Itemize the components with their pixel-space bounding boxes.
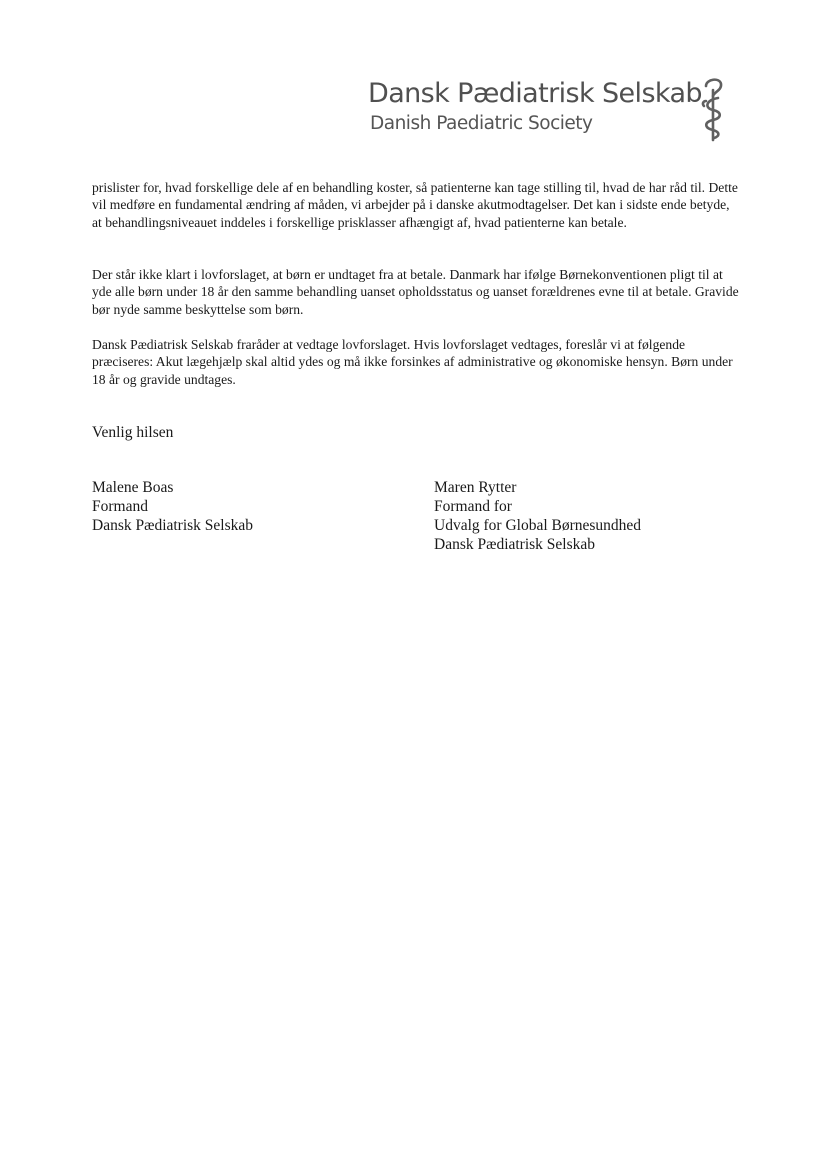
signatory-title: Formand for <box>434 498 512 515</box>
closing-greeting: Venlig hilsen <box>92 424 174 441</box>
signatory-committee: Udvalg for Global Børnesundhed <box>434 517 642 534</box>
body-paragraph-2 <box>92 266 742 318</box>
paragraph-text: prislister for, hvad forskellige dele af en behandling koster, så patienterne kan tage stilling til, hvad de har råd til. Dette vil medføre en fundamental ændring af måden, vi arbejder på i danske akutmodtagelser. Det kan i sidste ende betyde, at behandlingsniveauet inddeles i forskellige prisklasser afhængigt af, hvad patienterne kan betale. <box>92 180 738 230</box>
signature-block-right <box>434 478 641 554</box>
paragraph-text: Der står ikke klart i lovforslaget, at børn er undtaget fra at betale. Danmark har ifølge Børnekonventionen pligt til at yde alle børn under 18 år den samme behandling uanset opholdsstatus og uanset forældrenes evne til at betale. Gravide bør nyde samme beskyttelse som børn. <box>92 267 739 317</box>
signatory-name: Maren Rytter <box>434 479 517 496</box>
signatory-name: Malene Boas <box>92 479 174 496</box>
body-paragraph-1 <box>92 179 742 231</box>
signatory-organization: Dansk Pædiatrisk Selskab <box>92 517 254 534</box>
letterhead <box>368 76 748 146</box>
caduceus-icon <box>700 76 728 142</box>
signatory-organization: Dansk Pædiatrisk Selskab <box>434 536 596 553</box>
paragraph-text: Dansk Pædiatrisk Selskab fraråder at vedtage lovforslaget. Hvis lovforslaget vedtages, foreslår vi at følgende præciseres: Akut lægehjælp skal altid ydes og må ikke forsinkes af administrative og økonomiske hensyn. Børn under 18 år og gravide undtages. <box>92 337 733 387</box>
signature-block-left <box>92 478 253 535</box>
body-paragraph-3 <box>92 336 742 388</box>
signatory-title: Formand <box>92 498 148 515</box>
organization-name: Dansk Pædiatrisk Selskab <box>368 78 702 109</box>
organization-name-english: Danish Paediatric Society <box>370 113 593 134</box>
